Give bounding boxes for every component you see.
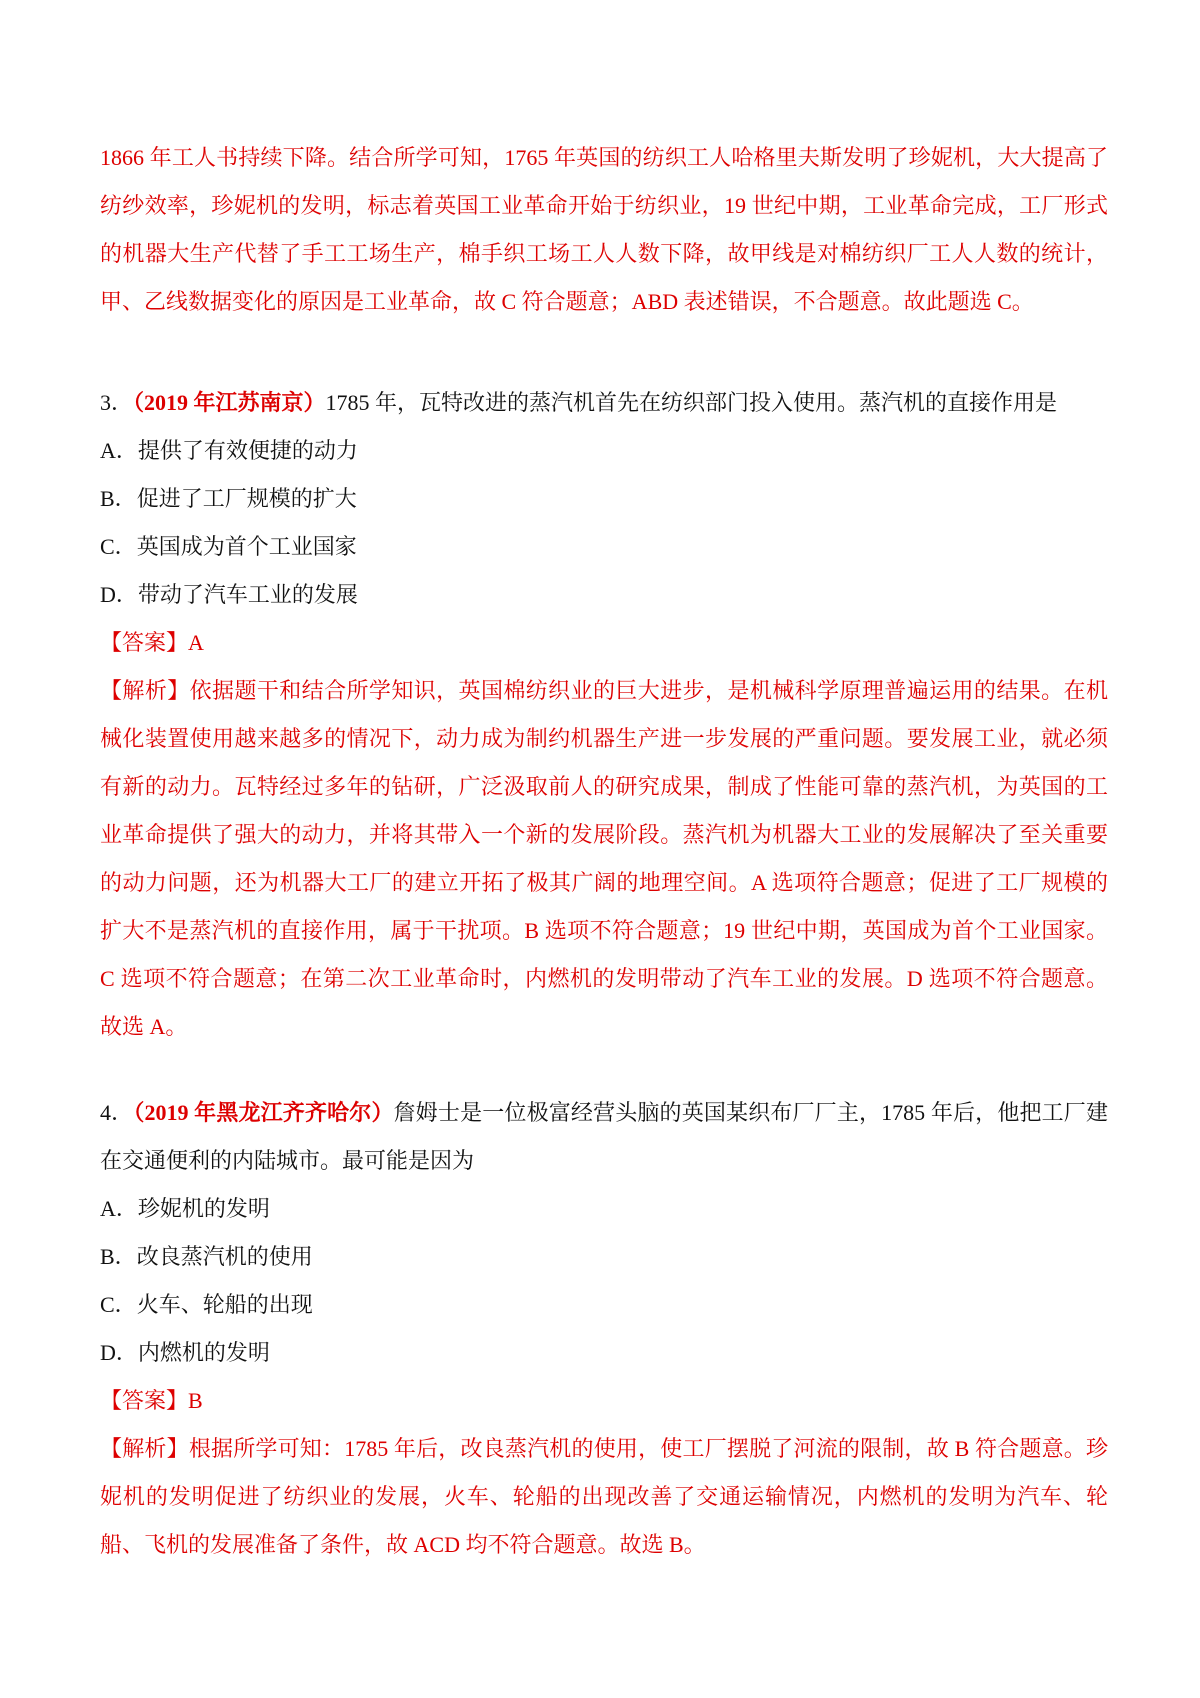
question-4-block (100, 1089, 1108, 1569)
option-text: 内燃机的发明 (137, 1340, 270, 1365)
option-text: 火车、轮船的出现 (136, 1292, 313, 1317)
question-stem-text: 詹姆士是一位极富经营头脑的英国某织布厂厂主，1785 年后，他把工厂建在交通便利的内陆城市。最可能是因为 (100, 1100, 1108, 1173)
question-3-option-b (100, 475, 1108, 523)
question-3-stem (100, 379, 1108, 427)
question-4-analysis (100, 1425, 1108, 1569)
question-stem-text: 1785 年，瓦特改进的蒸汽机首先在纺织部门投入使用。蒸汽机的直接作用是 (325, 390, 1058, 415)
answer-value: B (188, 1388, 203, 1413)
analysis-text: 根据所学可知：1785 年后，改良蒸汽机的使用，使工厂摆脱了河流的限制，故 B 符合题意。珍妮机的发明促进了纺织业的发展，火车、轮船的出现改善了交通运输情况，内燃机的发明为汽车、轮船、飞机的发展准备了条件，故 ACD 均不符合题意。故选 B。 (100, 1436, 1108, 1557)
analysis-label: 【解析】 (100, 678, 190, 703)
option-label: B． (100, 486, 137, 511)
question-source: （2019 年黑龙江齐齐哈尔） (133, 1100, 394, 1125)
option-label: B． (100, 1244, 137, 1269)
question-3-option-c (100, 523, 1108, 571)
option-label: D． (100, 1340, 138, 1365)
option-text: 改良蒸汽机的使用 (136, 1244, 313, 1269)
analysis-label: 【解析】 (100, 1436, 189, 1461)
option-text: 促进了工厂规模的扩大 (136, 486, 357, 511)
question-4-option-a (100, 1185, 1108, 1233)
question-4-answer-line (100, 1377, 1108, 1425)
question-source: （2019 年江苏南京） (133, 390, 326, 415)
option-label: C． (100, 534, 137, 559)
analysis-text: 依据题干和结合所学知识，英国棉纺织业的巨大进步，是机械科学原理普遍运用的结果。在机械化装置使用越来越多的情况下，动力成为制约机器生产进一步发展的严重问题。要发展工业，就必须有新的动力。瓦特经过多年的钻研，广泛汲取前人的研究成果，制成了性能可靠的蒸汽机，为英国的工业革命提供了强大的动力，并将其带入一个新的发展阶段。蒸汽机为机器大工业的发展解决了至关重要的动力问题，还为机器大工厂的建立开拓了极其广阔的地理空间。A 选项符合题意；促进了工厂规模的扩大不是蒸汽机的直接作用，属于干扰项。B 选项不符合题意；19 世纪中期，英国成为首个工业国家。C 选项不符合题意；在第二次工业革命时，内燃机的发明带动了汽车工业的发展。D 选项不符合题意。故选 A。 (100, 678, 1108, 1039)
option-text: 提供了有效便捷的动力 (137, 438, 358, 463)
question-3-option-d (100, 571, 1108, 619)
question-number: 3． (100, 390, 134, 415)
question-3-block (100, 379, 1108, 1051)
question-4-option-b (100, 1233, 1108, 1281)
question-3-option-a (100, 427, 1108, 475)
question-number: 4． (100, 1100, 134, 1125)
answer-label: 【答案】 (100, 630, 189, 655)
question-4-stem (100, 1089, 1108, 1185)
option-label: C． (100, 1292, 137, 1317)
option-text: 珍妮机的发明 (137, 1196, 270, 1221)
answer-value: A (188, 630, 204, 655)
answer-label: 【答案】 (100, 1388, 189, 1413)
question-4-option-d (100, 1329, 1108, 1377)
option-text: 带动了汽车工业的发展 (137, 582, 358, 607)
option-label: D． (100, 582, 138, 607)
continuation-paragraph: 1866 年工人书持续下降。结合所学可知，1765 年英国的纺织工人哈格里夫斯发明了珍妮机，大大提高了纺纱效率，珍妮机的发明，标志着英国工业革命开始于纺织业，19 世纪中期，工业革命完成，工厂形式的机器大生产代替了手工工场生产，棉手织工场工人人数下降，故甲线是对棉纺织厂工人人数的统计，甲、乙线数据变化的原因是工业革命，故 C 符合题意；ABD 表述错误，不合题意。故此题选 C。 (100, 145, 1108, 314)
question-3-answer-line (100, 619, 1108, 667)
question-4-option-c (100, 1281, 1108, 1329)
option-text: 英国成为首个工业国家 (136, 534, 357, 559)
question-3-analysis (100, 667, 1108, 1051)
option-label: A． (100, 438, 138, 463)
option-label: A． (100, 1196, 138, 1221)
